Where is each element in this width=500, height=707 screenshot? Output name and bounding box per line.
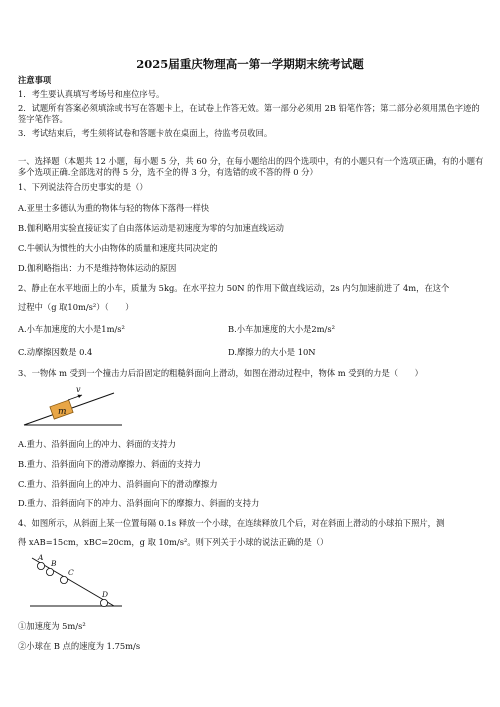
block-label: m bbox=[58, 407, 67, 417]
q3-stem: 3、一物体 m 受到一个撞击力后沿固定的粗糙斜面向上滑动，如图在滑动过程中，物体 m 受到的力是（ ） bbox=[18, 368, 423, 378]
label-a: A bbox=[38, 553, 44, 562]
q1-option-a: A.亚里士多德认为重的物体与轻的物体下落得一样快 bbox=[18, 203, 210, 213]
label-c: C bbox=[68, 568, 74, 577]
q2-option-c: C.动摩擦因数是 0.4 bbox=[18, 347, 93, 357]
notice-heading: 注意事项 bbox=[18, 75, 52, 85]
q2-stem-line1: 2、静止在水平地面上的小车，质量为 5kg。在水平拉力 50N 的作用下做直线运动，2s 内匀加速前进了 4m，在这个 bbox=[18, 283, 450, 293]
label-b: B bbox=[51, 559, 57, 568]
ball-a bbox=[37, 562, 44, 569]
ball-b bbox=[46, 568, 53, 575]
q2-stem-line2: 过程中（g 取10m/s²）（ ） bbox=[18, 302, 134, 312]
ball-d bbox=[100, 599, 107, 606]
q3-option-b: B.重力、沿斜面向下的滑动摩擦力、斜面的支持力 bbox=[18, 459, 201, 469]
q3-option-c: C.重力、沿斜面向上的冲力、沿斜面向下的滑动摩擦力 bbox=[18, 479, 218, 489]
q2-option-a: A.小车加速度的大小是1m/s² bbox=[18, 324, 125, 334]
label-d: D bbox=[102, 590, 109, 599]
q4-stem-line1: 4、如图所示，从斜面上某一位置每隔 0.1s 释放一个小球，在连续释放几个后，对在斜面上滑动的小球拍下照片，测 bbox=[18, 518, 445, 528]
q1-option-d: D.伽利略指出：力不是维持物体运动的原因 bbox=[18, 263, 177, 273]
q1-stem: 1、下列说法符合历史事实的是（） bbox=[18, 182, 148, 192]
q3-option-a: A.重力、沿斜面向上的冲力、斜面的支持力 bbox=[18, 439, 176, 449]
incline-block-figure bbox=[18, 383, 128, 431]
ball-c bbox=[60, 576, 67, 583]
notice-item-3: 3．考试结束后，考生须将试卷和答题卡放在桌面上，待监考员收回。 bbox=[18, 128, 273, 138]
q3-option-d: D.重力、沿斜面向下的冲力、沿斜面向下的摩擦力、斜面的支持力 bbox=[18, 498, 260, 508]
q1-option-b: B.伽利略用实验直接证实了自由落体运动是初速度为零的匀加速直线运动 bbox=[18, 223, 284, 233]
page-title: 2025届重庆物理高一第一学期期末统考试题 bbox=[136, 57, 364, 71]
q4-option-1: ①加速度为 5m/s² bbox=[18, 621, 86, 631]
q4-option-2: ②小球在 B 点的速度为 1.75m/s bbox=[18, 641, 141, 651]
notice-item-1: 1．考生要认真填写考场号和座位序号。 bbox=[18, 89, 165, 99]
q2-option-b: B.小车加速度的大小是2m/s² bbox=[228, 324, 335, 334]
incline-balls-figure bbox=[18, 553, 128, 613]
velocity-label: v bbox=[76, 385, 81, 394]
section-instruction: 一、选择题（本题共 12 小题，每小题 5 分，共 60 分，在每小题给出的四个选项中，有的小题只有一个选项正确，有的小题有多个选项正确.全部选对的得 5 分，选不全的得 3 分，有选错的或不答的得 0 分） bbox=[18, 156, 484, 177]
notice-item-2: 2．试题所有答案必须填涂或书写在答题卡上，在试卷上作答无效。第一部分必须用 2B 铅笔作答；第二部分必须用黑色字迹的签字笔作答。 bbox=[18, 103, 480, 124]
q1-option-c: C.牛顿认为惯性的大小由物体的质量和速度共同决定的 bbox=[18, 243, 218, 253]
q4-stem-line2: 得 xAB=15cm，xBC=20cm，g 取 10m/s²。则下列关于小球的说法正确的是（） bbox=[18, 537, 329, 547]
q2-option-d: D.摩擦力的大小是 10N bbox=[228, 347, 316, 357]
